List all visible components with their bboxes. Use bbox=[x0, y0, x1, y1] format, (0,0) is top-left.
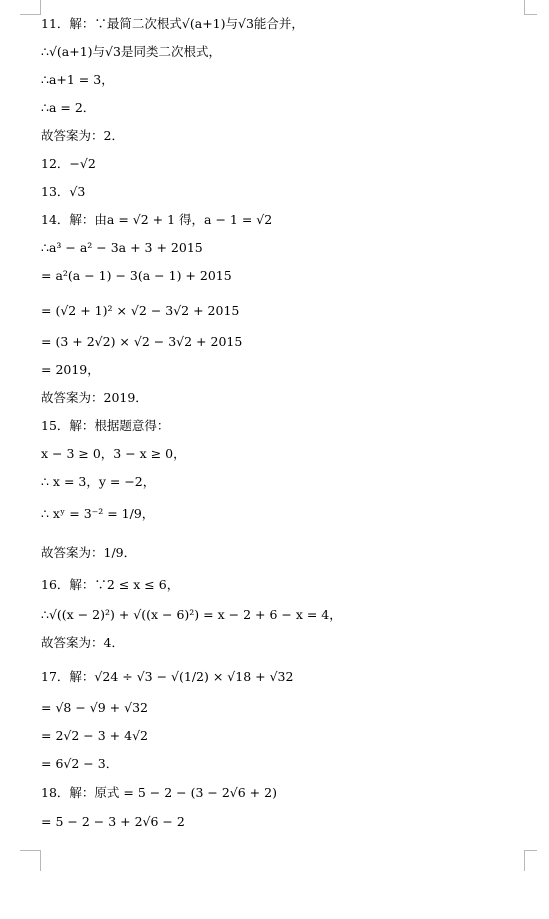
line-q15-step2: ∴ x = 3，y = −2， bbox=[41, 474, 156, 489]
line-q15-step3: ∴ xʸ = 3⁻² = 1/9， bbox=[41, 506, 155, 521]
line-q17-step2: = 2√2 − 3 + 4√2 bbox=[41, 728, 148, 743]
line-q13: 13．√3 bbox=[41, 184, 86, 199]
line-q18-step1: = 5 − 2 − 3 + 2√6 − 2 bbox=[41, 814, 185, 829]
line-q17-step3: = 6√2 − 3． bbox=[41, 756, 119, 771]
line-q15-step1: x − 3 ≥ 0，3 − x ≥ 0， bbox=[41, 446, 186, 461]
line-q12: 12．−√2 bbox=[41, 156, 96, 171]
line-q17-intro: 17．解：√24 ÷ √3 − √(1/2) × √18 + √32 bbox=[41, 669, 294, 684]
page-corner-mark-top-left bbox=[20, 0, 41, 15]
line-q11-step2: ∴a+1 = 3， bbox=[41, 72, 114, 87]
line-q14-answer: 故答案为：2019． bbox=[41, 390, 148, 405]
line-q11-step1: ∴√(a+1)与√3是同类二次根式， bbox=[41, 44, 221, 59]
line-q16-answer: 故答案为：4． bbox=[41, 635, 124, 650]
page-corner-mark-bottom-right bbox=[524, 850, 537, 871]
line-q16-intro: 16．解：∵2 ≤ x ≤ 6， bbox=[41, 577, 180, 592]
line-q18-intro: 18．解：原式 = 5 − 2 − (3 − 2√6 + 2) bbox=[41, 785, 277, 800]
line-q17-step1: = √8 − √9 + √32 bbox=[41, 700, 148, 715]
line-q14-step5: = 2019， bbox=[41, 362, 100, 377]
line-q16-step1: ∴√((x − 2)²) + √((x − 6)²) = x − 2 + 6 − x = 4， bbox=[41, 607, 342, 622]
page-corner-mark-bottom-left bbox=[20, 850, 41, 871]
line-q15-intro: 15．解：根据题意得： bbox=[41, 418, 170, 433]
line-q11-step3: ∴a = 2． bbox=[41, 100, 96, 115]
line-q14-intro: 14．解：由a = √2 + 1 得，a − 1 = √2 bbox=[41, 212, 273, 227]
line-q11-intro: 11．解：∵最简二次根式√(a+1)与√3能合并， bbox=[41, 16, 304, 31]
line-q15-answer: 故答案为：1/9． bbox=[41, 545, 137, 560]
page-corner-mark-top-right bbox=[524, 0, 537, 15]
line-q14-step2: = a²(a − 1) − 3(a − 1) + 2015 bbox=[41, 268, 232, 283]
line-q14-step3: = (√2 + 1)² × √2 − 3√2 + 2015 bbox=[41, 303, 240, 318]
line-q11-answer: 故答案为：2． bbox=[41, 128, 124, 143]
line-q14-step1: ∴a³ − a² − 3a + 3 + 2015 bbox=[41, 240, 203, 255]
line-q14-step4: = (3 + 2√2) × √2 − 3√2 + 2015 bbox=[41, 334, 243, 349]
